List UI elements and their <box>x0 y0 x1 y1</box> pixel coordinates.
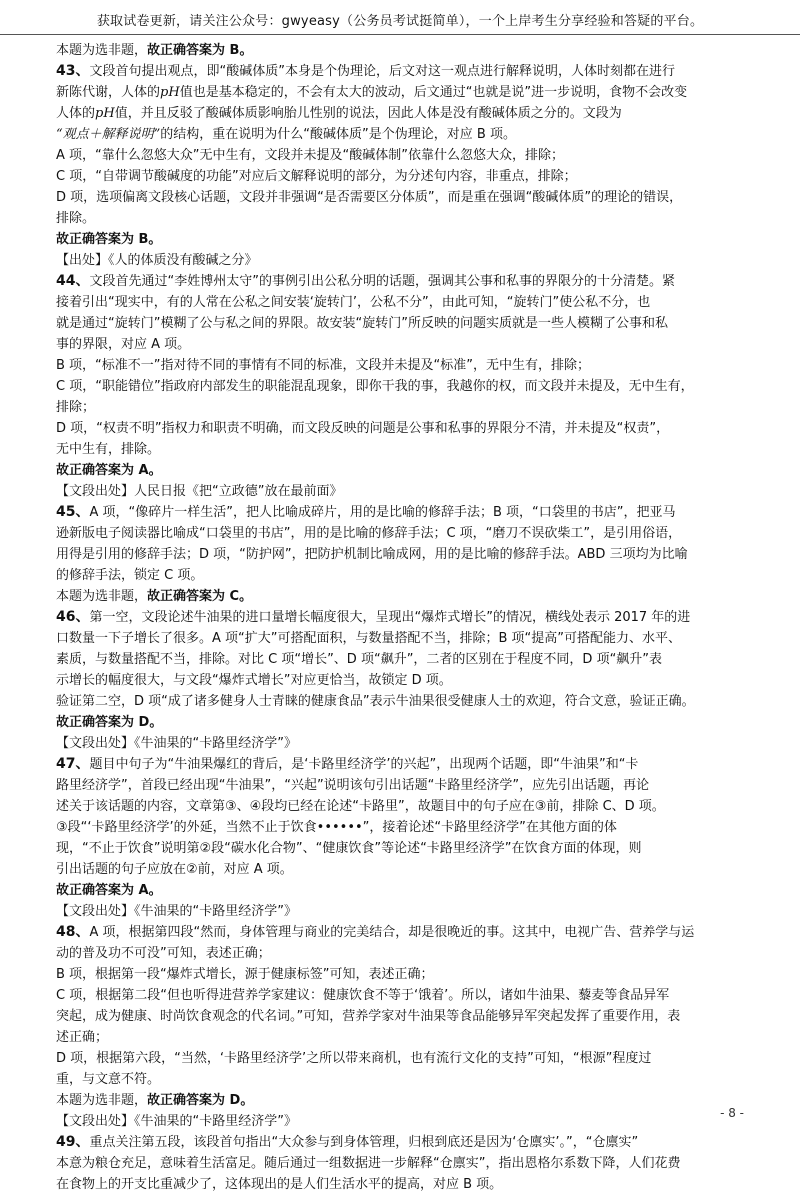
source-line: 【文段出处】《牛油果的“卡路里经济学”》 <box>56 736 297 751</box>
answer-line: 故正确答案为 D。 <box>147 1093 254 1108</box>
text-line: B 项，“标准不一”指对待不同的事情有不同的标准，文段并未提及“标准”，无中生有，排除； <box>56 358 590 373</box>
text-line: 示增长的幅度很大，与文段“爆炸式增长”对应更恰当，故锁定 D 项。 <box>56 673 452 688</box>
text-line: 突起，成为健康、时尚饮食观念的代名词。”可知，营养学家对牛油果等食品能够异军突起发挥了重要作用，表 <box>56 1009 681 1024</box>
ph-symbol: pH <box>95 106 115 121</box>
text-line: 排除。 <box>56 211 96 226</box>
text-line: 逊新版电子阅读器比喻成“口袋里的书店”，用的是比喻的修辞手法；C 项，“磨刀不误砍柴工”，是引用俗语， <box>56 526 682 541</box>
text-line: “观点＋解释说明”的结构，重在说明为什么“酸碱体质”是个伪理论，对应 B 项。 <box>56 127 516 142</box>
question-46: 46、第一空，文段论述牛油果的进口量增长幅度很大，呈现出“爆炸式增长”的情况，横线处表示 2017 年的进 <box>56 609 691 625</box>
answer-line: 故正确答案为 D。 <box>56 715 163 730</box>
text-line: 验证第二空，D 项“成了诸多健身人士青睐的健康食品”表示牛油果很受健康人士的欢迎，符合文意，验证正确。 <box>56 694 695 709</box>
answer-line: 故正确答案为 A。 <box>56 463 162 478</box>
text-line: 口数量一下子增长了很多。A 项“扩大”可搭配面积，与数量搭配不当，排除；B 项“提高”可搭配能力、水平、 <box>56 631 682 646</box>
page-number: - 8 - <box>720 1106 744 1120</box>
answer-line: 故正确答案为 C。 <box>147 589 253 604</box>
text-line: 用得是引用的修辞手法；D 项，“防护网”，把防护机制比喻成网，用的是比喻的修辞手法。ABD 三项均为比喻 <box>56 547 688 562</box>
answer-line: 故正确答案为 B。 <box>56 232 162 247</box>
text-line: 动的普及功不可没”可知，表述正确； <box>56 946 271 961</box>
question-number: 45、 <box>56 504 90 520</box>
question-number: 48、 <box>56 924 90 940</box>
text-line: 在食物上的开支比重减少了，这体现出的是人们生活水平的提高，对应 B 项。 <box>56 1177 503 1192</box>
text-line: 路里经济学”，首段已经出现“牛油果”，“兴起”说明该句引出话题“卡路里经济学”，应先引出话题，再论 <box>56 778 650 793</box>
question-45: 45、A 项，“像碎片一样生活”，把人比喻成碎片，用的是比喻的修辞手法；B 项，“口袋里的书店”，把亚马 <box>56 504 676 520</box>
header-banner <box>0 0 800 35</box>
question-44: 44、文段首先通过“李姓博州太守”的事例引出公私分明的话题，强调其公事和私事的界限分的十分清楚。紧 <box>56 273 675 289</box>
text-line: A 项，“靠什么忽悠大众”无中生有，文段并未提及“酸碱体制”依靠什么忽悠大众，排除； <box>56 148 564 163</box>
text-line: 重，与文意不符。 <box>56 1072 161 1087</box>
text-line: C 项，“自带调节酸碱度的功能”对应后文解释说明的部分，为分述句内容，非重点，排除； <box>56 169 577 184</box>
text-line: 的修辞手法，锁定 C 项。 <box>56 568 204 583</box>
text-line: 本题为选非题，故正确答案为 D。 <box>56 1093 254 1108</box>
text-line: 现，“不止于饮食”说明第②段“碳水化合物”、“健康饮食”等论述“卡路里经济学”在饮食方面的体现，则 <box>56 841 642 856</box>
question-number: 44、 <box>56 273 90 289</box>
text-line: D 项，选项偏离文段核心话题，文段并非强调“是否需要区分体质”，而是重在强调“酸碱体质”的理论的错误， <box>56 190 683 205</box>
text-line: 本意为粮仓充足，意味着生活富足。随后通过一组数据进一步解释“仓廪实”，指出恩格尔系数下降，人们花费 <box>56 1156 681 1171</box>
text-line: C 项，根据第二段“但也听得进营养学家建议：健康饮食不等于‘饿着’。所以，诸如牛油果、藜麦等食品异军 <box>56 988 670 1003</box>
question-47: 47、题目中句子为“牛油果爆红的背后，是‘卡路里经济学’的兴起”，出现两个话题，即“牛油果”和“卡 <box>56 756 639 772</box>
text-line: 无中生有，排除。 <box>56 442 161 457</box>
question-number: 46、 <box>56 609 90 625</box>
text-line: D 项，“权责不明”指权力和职责不明确，而文段反映的问题是公事和私事的界限分不清，并未提及“权责”， <box>56 421 670 436</box>
banner-text: 获取试卷更新，请关注公众号：gwyeasy（公务员考试挺简单），一个上岸考生分享经验和答疑的平台。 <box>96 14 704 29</box>
text-line: ③段“‘卡路里经济学’的外延，当然不止于饮食••••••”，接着论述“卡路里经济学”在其他方面的体 <box>56 820 617 835</box>
answer-line: 故正确答案为 B。 <box>147 43 253 58</box>
text-line: B 项，根据第一段“爆炸式增长，源于健康标签”可知，表述正确； <box>56 967 434 982</box>
question-number: 43、 <box>56 63 90 79</box>
question-48: 48、A 项，根据第四段“然而，身体管理与商业的完美结合，却是很晚近的事。这其中，电视广告、营养学与运 <box>56 924 695 940</box>
source-line: 【文段出处】《牛油果的“卡路里经济学”》 <box>56 1114 297 1129</box>
text-line: 事的界限，对应 A 项。 <box>56 337 191 352</box>
text-line: 新陈代谢，人体的pH值也是基本稳定的，不会有太大的波动，后文通过“也就是说”进一步说明，食物不会改变 <box>56 85 688 100</box>
source-line: 【文段出处】《牛油果的“卡路里经济学”》 <box>56 904 297 919</box>
text-line: 就是通过“旋转门”模糊了公与私之间的界限。故安装“旋转门”所反映的问题实质就是一些人模糊了公事和私 <box>56 316 668 331</box>
text-line: 排除； <box>56 400 96 415</box>
text-line: 述正确； <box>56 1030 109 1045</box>
text-line: 述关于该话题的内容，文章第③、④段均已经在论述“卡路里”，故题目中的句子应在③前，排除 C、D 项。 <box>56 799 665 814</box>
text-line: D 项，根据第六段，“当然，‘卡路里经济学’之所以带来商机，也有流行文化的支持”可知，“根源”程度过 <box>56 1051 652 1066</box>
text-line: 本题为选非题，故正确答案为 B。 <box>56 43 253 58</box>
question-43: 43、文段首句提出观点，即“酸碱体质”本身是个伪理论，后文对这一观点进行解释说明，人体时刻都在进行 <box>56 63 675 79</box>
text-line: 素质，与数量搭配不当，排除。对比 C 项“增长”、D 项“飙升”，二者的区别在于程度不同，D 项“飙升”表 <box>56 652 663 667</box>
source-line: 【出处】《人的体质没有酸碱之分》 <box>56 253 258 268</box>
answer-line: 故正确答案为 A。 <box>56 883 162 898</box>
text-line: 接着引出“现实中，有的人常在公私之间安装‘旋转门’，公私不分”，由此可知，“旋转门”使公私不分，也 <box>56 295 651 310</box>
structure-formula: “观点＋解释说明” <box>56 127 161 142</box>
text-line: 本题为选非题，故正确答案为 C。 <box>56 589 253 604</box>
text-line: 人体的pH值，并且反驳了酸碱体质影响胎儿性别的说法，因此人体是没有酸碱体质之分的。文段为 <box>56 106 622 121</box>
text-line: C 项，“职能错位”指政府内部发生的职能混乱现象，即你干我的事，我越你的权，而文段并未提及，无中生有， <box>56 379 694 394</box>
answer-explanations <box>56 40 746 1195</box>
source-line: 【文段出处】人民日报《把“立政德”放在最前面》 <box>56 484 343 499</box>
ph-symbol: pH <box>160 85 180 100</box>
question-number: 49、 <box>56 1134 90 1150</box>
question-number: 47、 <box>56 756 90 772</box>
text-line: 引出话题的句子应放在②前，对应 A 项。 <box>56 862 293 877</box>
question-49: 49、重点关注第五段，该段首句指出“大众参与到身体管理，归根到底还是因为‘仓廪实’。”，“仓廪实” <box>56 1134 639 1150</box>
